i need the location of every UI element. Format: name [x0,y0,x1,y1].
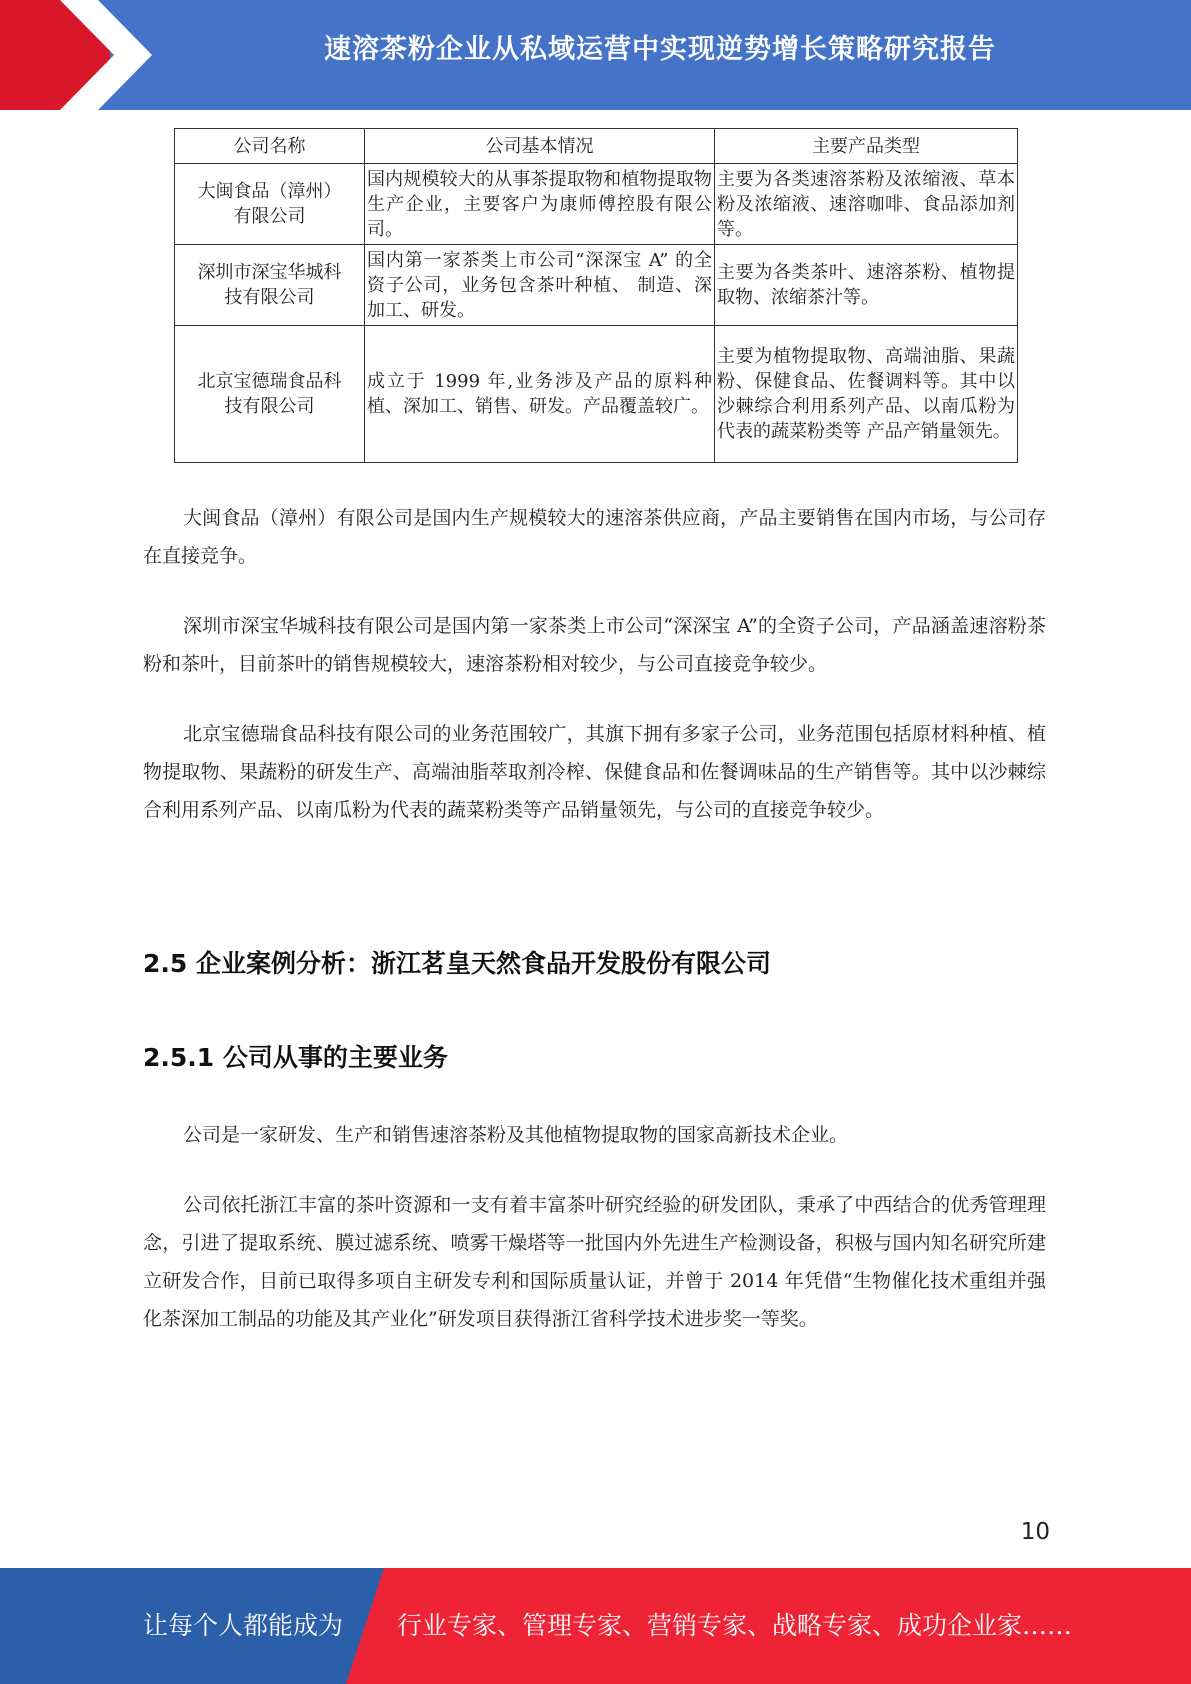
column-header-company-info: 公司基本情况 [365,129,715,164]
company-info-cell: 国内第一家茶类上市公司“深深宝 A” 的全资子公司，业务包含茶叶种植、 制造、深加工、研发。 [365,245,715,326]
paragraph-baoderui: 北京宝德瑞食品科技有限公司的业务范围较广，其旗下拥有多家子公司，业务范围包括原材料种植、植物提取物、果蔬粉的研发生产、高端油脂萃取剂冷榨、保健食品和佐餐调味品的生产销售等。其中以沙棘综合利用系列产品、以南瓜粉为代表的蔬菜粉类等产品销量领先，与公司的直接竞争较少。 [143,723,1046,821]
company-name-cell: 深圳市深宝华城科技有限公司 [175,245,365,326]
table-row [175,245,1018,326]
product-type-cell: 主要为各类茶叶、速溶茶粉、植物提取物、浓缩茶汁等。 [715,245,1018,326]
company-info-cell: 成立于 1999 年,业务涉及产品的原料种植、深加工、销售、研发。产品覆盖较广。 [365,326,715,463]
report-title: 速溶茶粉企业从私域运营中实现逆势增长策略研究报告 [324,34,996,65]
product-type-cell: 主要为植物提取物、高端油脂、果蔬粉、保健食品、佐餐调料等。其中以沙棘综合利用系列产品、以南瓜粉为代表的蔬菜粉类等 产品产销量领先。 [715,326,1018,463]
table-header-row [175,129,1018,164]
footer-slogan-right: 行业专家、管理专家、营销专家、战略专家、成功企业家…… [397,1611,1073,1640]
paragraph-dамin: 大闽食品（漳州）有限公司是国内生产规模较大的速溶茶供应商，产品主要销售在国内市场，与公司存在直接竞争。 [143,507,1046,567]
company-name-cell: 大闽食品（漳州）有限公司 [175,164,365,245]
table-row [175,326,1018,463]
paragraph-business-detail: 公司依托浙江丰富的茶叶资源和一支有着丰富茶叶研究经验的研发团队，秉承了中西结合的优秀管理理念，引进了提取系统、膜过滤系统、喷雾干燥塔等一批国内外先进生产检测设备，积极与国内知名研究所建立研发合作，目前已取得多项自主研发专利和国际质量认证，并曾于 2014 年凭借“生物催化技术重组并强化茶深加工制品的功能及其产业化”研发项目获得浙江省科学技术进步奖一等奖。 [143,1194,1046,1330]
footer-banner [0,1568,1191,1684]
table-row [175,164,1018,245]
competitor-paragraphs [143,499,1046,829]
section-heading: 2.5 企业案例分析：浙江茗皇天然食品开发股份有限公司 [143,949,771,978]
paragraph-business-intro: 公司是一家研发、生产和销售速溶茶粉及其他植物提取物的国家高新技术企业。 [183,1124,849,1146]
column-header-company-name: 公司名称 [175,129,365,164]
header-banner [0,0,1191,110]
footer-slogan-left: 让每个人都能成为 [143,1611,344,1640]
company-table [174,128,1018,463]
company-name-cell: 北京宝德瑞食品科技有限公司 [175,326,365,463]
subsection-heading: 2.5.1 公司从事的主要业务 [143,1043,448,1072]
column-header-product-type: 主要产品类型 [715,129,1018,164]
page-number: 10 [1020,1519,1050,1545]
paragraph-shenbao: 深圳市深宝华城科技有限公司是国内第一家茶类上市公司“深深宝 A”的全资子公司，产品涵盖速溶粉茶粉和茶叶，目前茶叶的销售规模较大，速溶茶粉相对较少，与公司直接竞争较少。 [143,615,1046,675]
product-type-cell: 主要为各类速溶茶粉及浓缩液、草本粉及浓缩液、速溶咖啡、食品添加剂等。 [715,164,1018,245]
company-info-cell: 国内规模较大的从事茶提取物和植物提取物生产企业，主要客户为康师傅控股有限公司。 [365,164,715,245]
business-paragraphs [143,1116,1046,1338]
